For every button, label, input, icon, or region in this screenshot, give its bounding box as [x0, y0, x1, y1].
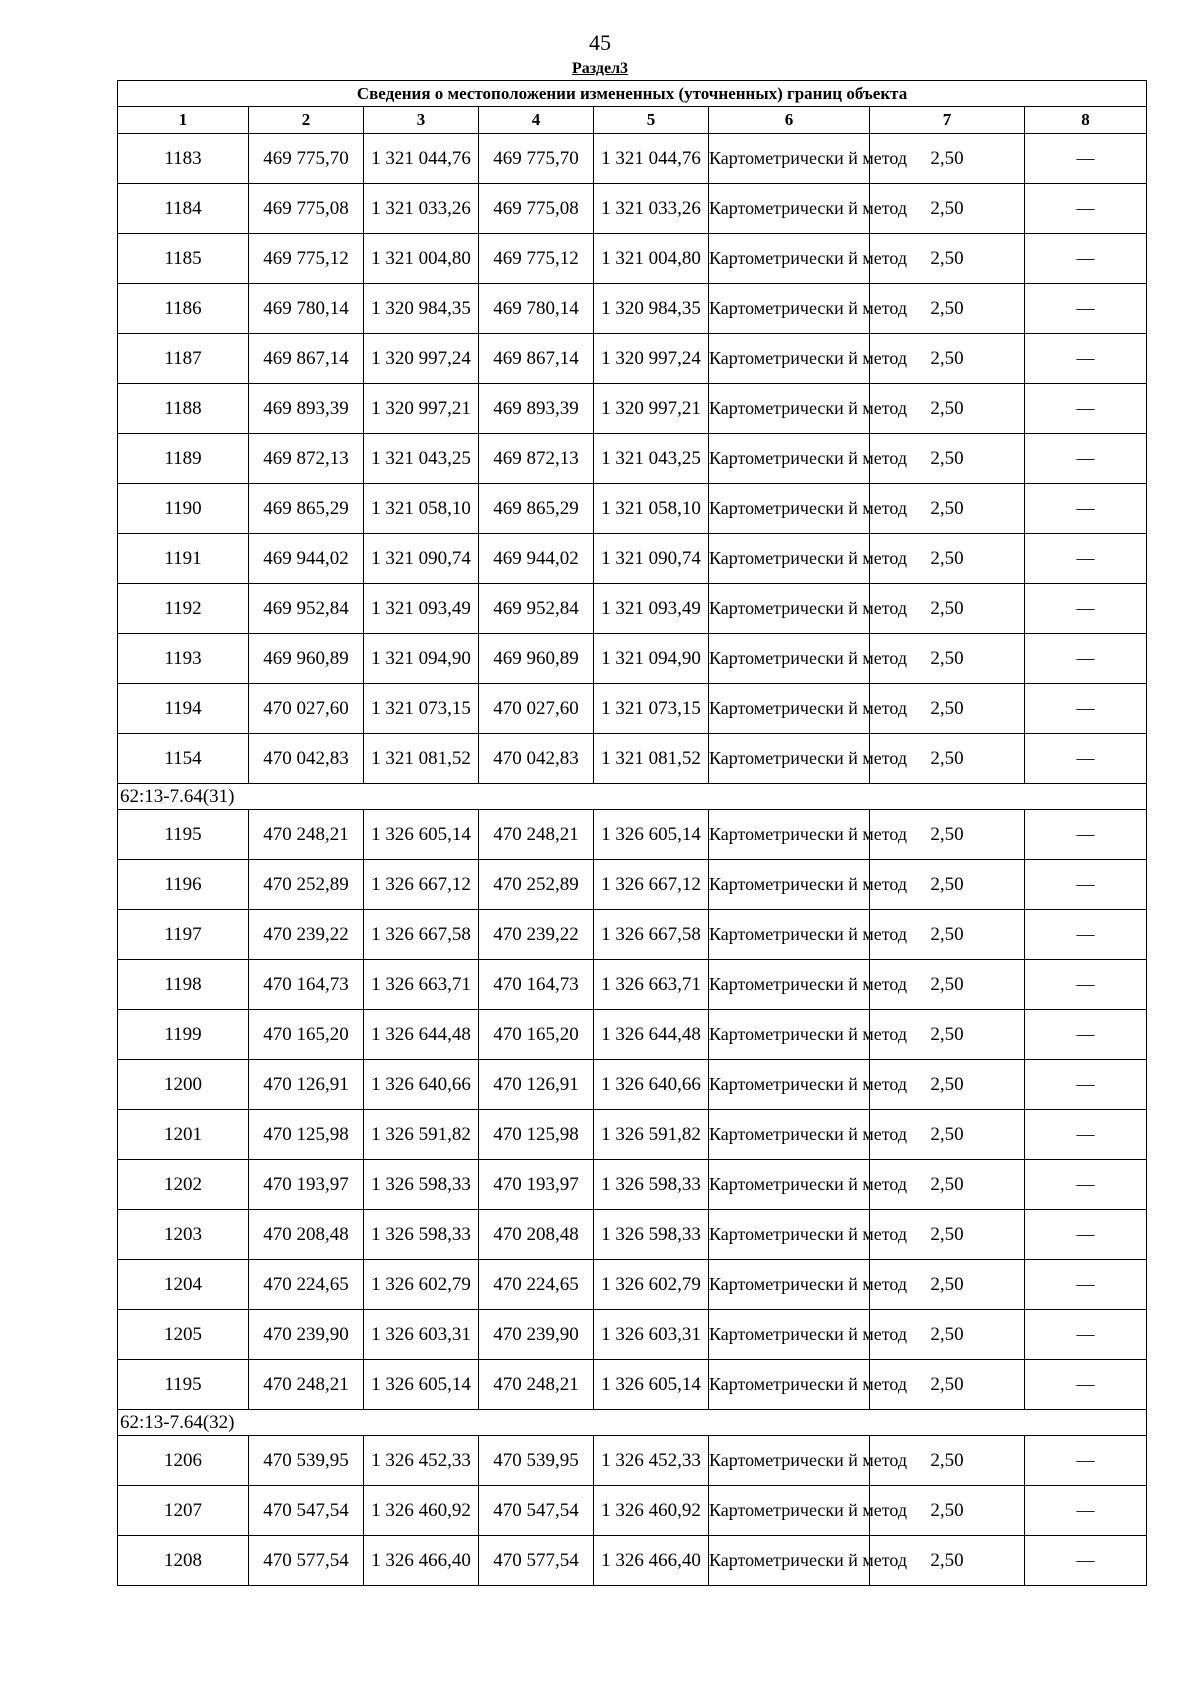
y-coordinate-cell: 1 326 640,66	[594, 1060, 709, 1110]
x-coordinate-cell: 470 164,73	[479, 960, 594, 1010]
point-number-cell: 1187	[118, 334, 249, 384]
accuracy-cell: 2,50	[870, 334, 1025, 384]
table-row	[118, 1060, 1147, 1110]
y-coordinate-cell: 1 321 093,49	[594, 584, 709, 634]
method-cell: Картометрически й метод	[709, 134, 870, 184]
method-cell: Картометрически й метод	[709, 234, 870, 284]
point-number-cell: 1197	[118, 910, 249, 960]
y-coordinate-cell: 1 321 043,25	[364, 434, 479, 484]
point-number-cell: 1193	[118, 634, 249, 684]
y-coordinate-cell: 1 326 452,33	[594, 1436, 709, 1486]
x-coordinate-cell: 469 944,02	[479, 534, 594, 584]
y-coordinate-cell: 1 326 667,58	[364, 910, 479, 960]
accuracy-cell: 2,50	[870, 810, 1025, 860]
x-coordinate-cell: 469 865,29	[249, 484, 364, 534]
dash-cell: —	[1025, 184, 1147, 234]
dash-cell: —	[1025, 434, 1147, 484]
column-header: 6	[709, 107, 870, 134]
accuracy-cell: 2,50	[870, 284, 1025, 334]
x-coordinate-cell: 469 960,89	[249, 634, 364, 684]
point-number-cell: 1207	[118, 1486, 249, 1536]
method-cell: Картометрически й метод	[709, 434, 870, 484]
accuracy-cell: 2,50	[870, 134, 1025, 184]
point-number-cell: 1202	[118, 1160, 249, 1210]
group-label: 62:13-7.64(31)	[118, 784, 1147, 810]
y-coordinate-cell: 1 326 598,33	[364, 1210, 479, 1260]
y-coordinate-cell: 1 321 073,15	[594, 684, 709, 734]
method-cell: Картометрически й метод	[709, 910, 870, 960]
accuracy-cell: 2,50	[870, 434, 1025, 484]
y-coordinate-cell: 1 321 058,10	[364, 484, 479, 534]
method-cell: Картометрически й метод	[709, 1160, 870, 1210]
point-number-cell: 1206	[118, 1436, 249, 1486]
y-coordinate-cell: 1 321 081,52	[364, 734, 479, 784]
x-coordinate-cell: 470 126,91	[249, 1060, 364, 1110]
dash-cell: —	[1025, 1360, 1147, 1410]
accuracy-cell: 2,50	[870, 1010, 1025, 1060]
table-caption: Сведения о местоположении измененных (уточненных) границ объекта	[118, 81, 1147, 107]
point-number-cell: 1192	[118, 584, 249, 634]
dash-cell: —	[1025, 1110, 1147, 1160]
accuracy-cell: 2,50	[870, 734, 1025, 784]
table-row	[118, 184, 1147, 234]
dash-cell: —	[1025, 284, 1147, 334]
y-coordinate-cell: 1 321 090,74	[364, 534, 479, 584]
point-number-cell: 1185	[118, 234, 249, 284]
column-header: 5	[594, 107, 709, 134]
y-coordinate-cell: 1 321 004,80	[364, 234, 479, 284]
point-number-cell: 1195	[118, 810, 249, 860]
point-number-cell: 1189	[118, 434, 249, 484]
table-row	[118, 1486, 1147, 1536]
y-coordinate-cell: 1 326 591,82	[594, 1110, 709, 1160]
table-row	[118, 1536, 1147, 1586]
table-body	[118, 134, 1147, 1586]
column-header-row	[118, 107, 1147, 134]
method-cell: Картометрически й метод	[709, 1536, 870, 1586]
method-cell: Картометрически й метод	[709, 534, 870, 584]
x-coordinate-cell: 470 239,22	[249, 910, 364, 960]
x-coordinate-cell: 469 775,12	[479, 234, 594, 284]
group-row	[118, 784, 1147, 810]
table-row	[118, 684, 1147, 734]
table-row	[118, 284, 1147, 334]
y-coordinate-cell: 1 326 663,71	[364, 960, 479, 1010]
y-coordinate-cell: 1 326 452,33	[364, 1436, 479, 1486]
x-coordinate-cell: 470 042,83	[479, 734, 594, 784]
x-coordinate-cell: 469 952,84	[479, 584, 594, 634]
method-cell: Картометрически й метод	[709, 184, 870, 234]
y-coordinate-cell: 1 321 044,76	[364, 134, 479, 184]
x-coordinate-cell: 470 252,89	[479, 860, 594, 910]
accuracy-cell: 2,50	[870, 384, 1025, 434]
x-coordinate-cell: 469 872,13	[479, 434, 594, 484]
x-coordinate-cell: 470 239,90	[249, 1310, 364, 1360]
y-coordinate-cell: 1 320 997,24	[364, 334, 479, 384]
method-cell: Картометрически й метод	[709, 810, 870, 860]
column-header: 7	[870, 107, 1025, 134]
dash-cell: —	[1025, 860, 1147, 910]
accuracy-cell: 2,50	[870, 960, 1025, 1010]
dash-cell: —	[1025, 634, 1147, 684]
point-number-cell: 1205	[118, 1310, 249, 1360]
x-coordinate-cell: 470 126,91	[479, 1060, 594, 1110]
y-coordinate-cell: 1 326 598,33	[594, 1210, 709, 1260]
x-coordinate-cell: 470 224,65	[249, 1260, 364, 1310]
point-number-cell: 1186	[118, 284, 249, 334]
dash-cell: —	[1025, 1436, 1147, 1486]
table-row	[118, 810, 1147, 860]
accuracy-cell: 2,50	[870, 1210, 1025, 1260]
x-coordinate-cell: 469 775,08	[249, 184, 364, 234]
accuracy-cell: 2,50	[870, 860, 1025, 910]
x-coordinate-cell: 470 248,21	[479, 1360, 594, 1410]
table-row	[118, 384, 1147, 434]
x-coordinate-cell: 469 780,14	[249, 284, 364, 334]
table-row	[118, 484, 1147, 534]
point-number-cell: 1190	[118, 484, 249, 534]
column-header: 2	[249, 107, 364, 134]
table-row	[118, 234, 1147, 284]
x-coordinate-cell: 470 208,48	[249, 1210, 364, 1260]
table-row	[118, 1360, 1147, 1410]
y-coordinate-cell: 1 326 466,40	[594, 1536, 709, 1586]
y-coordinate-cell: 1 321 033,26	[364, 184, 479, 234]
y-coordinate-cell: 1 321 094,90	[364, 634, 479, 684]
method-cell: Картометрически й метод	[709, 1060, 870, 1110]
x-coordinate-cell: 469 960,89	[479, 634, 594, 684]
table-row	[118, 1310, 1147, 1360]
method-cell: Картометрически й метод	[709, 484, 870, 534]
dash-cell: —	[1025, 134, 1147, 184]
method-cell: Картометрически й метод	[709, 384, 870, 434]
method-cell: Картометрически й метод	[709, 1010, 870, 1060]
method-cell: Картометрически й метод	[709, 860, 870, 910]
dash-cell: —	[1025, 1160, 1147, 1210]
table-row	[118, 910, 1147, 960]
y-coordinate-cell: 1 326 466,40	[364, 1536, 479, 1586]
method-cell: Картометрически й метод	[709, 960, 870, 1010]
method-cell: Картометрически й метод	[709, 1310, 870, 1360]
point-number-cell: 1154	[118, 734, 249, 784]
dash-cell: —	[1025, 584, 1147, 634]
y-coordinate-cell: 1 326 602,79	[594, 1260, 709, 1310]
accuracy-cell: 2,50	[870, 584, 1025, 634]
method-cell: Картометрически й метод	[709, 684, 870, 734]
y-coordinate-cell: 1 320 997,24	[594, 334, 709, 384]
dash-cell: —	[1025, 1060, 1147, 1110]
x-coordinate-cell: 470 165,20	[249, 1010, 364, 1060]
x-coordinate-cell: 469 872,13	[249, 434, 364, 484]
x-coordinate-cell: 470 125,98	[249, 1110, 364, 1160]
y-coordinate-cell: 1 326 605,14	[594, 810, 709, 860]
y-coordinate-cell: 1 326 602,79	[364, 1260, 479, 1310]
accuracy-cell: 2,50	[870, 1260, 1025, 1310]
x-coordinate-cell: 469 865,29	[479, 484, 594, 534]
y-coordinate-cell: 1 326 667,12	[364, 860, 479, 910]
dash-cell: —	[1025, 684, 1147, 734]
x-coordinate-cell: 469 775,70	[479, 134, 594, 184]
accuracy-cell: 2,50	[870, 1110, 1025, 1160]
accuracy-cell: 2,50	[870, 184, 1025, 234]
dash-cell: —	[1025, 1010, 1147, 1060]
accuracy-cell: 2,50	[870, 534, 1025, 584]
y-coordinate-cell: 1 326 605,14	[594, 1360, 709, 1410]
dash-cell: —	[1025, 910, 1147, 960]
x-coordinate-cell: 470 547,54	[249, 1486, 364, 1536]
table-row	[118, 1160, 1147, 1210]
point-number-cell: 1188	[118, 384, 249, 434]
x-coordinate-cell: 470 125,98	[479, 1110, 594, 1160]
y-coordinate-cell: 1 326 605,14	[364, 810, 479, 860]
dash-cell: —	[1025, 810, 1147, 860]
y-coordinate-cell: 1 321 073,15	[364, 684, 479, 734]
accuracy-cell: 2,50	[870, 1160, 1025, 1210]
method-cell: Картометрически й метод	[709, 284, 870, 334]
point-number-cell: 1196	[118, 860, 249, 910]
dash-cell: —	[1025, 960, 1147, 1010]
point-number-cell: 1184	[118, 184, 249, 234]
x-coordinate-cell: 470 539,95	[479, 1436, 594, 1486]
point-number-cell: 1198	[118, 960, 249, 1010]
y-coordinate-cell: 1 326 460,92	[594, 1486, 709, 1536]
point-number-cell: 1199	[118, 1010, 249, 1060]
x-coordinate-cell: 470 193,97	[479, 1160, 594, 1210]
table-row	[118, 860, 1147, 910]
dash-cell: —	[1025, 734, 1147, 784]
y-coordinate-cell: 1 326 603,31	[364, 1310, 479, 1360]
column-header: 3	[364, 107, 479, 134]
point-number-cell: 1201	[118, 1110, 249, 1160]
y-coordinate-cell: 1 326 640,66	[364, 1060, 479, 1110]
group-label: 62:13-7.64(32)	[118, 1410, 1147, 1436]
page-number: 45	[589, 30, 611, 55]
x-coordinate-cell: 470 239,22	[479, 910, 594, 960]
method-cell: Картометрически й метод	[709, 1260, 870, 1310]
y-coordinate-cell: 1 321 081,52	[594, 734, 709, 784]
method-cell: Картометрически й метод	[709, 634, 870, 684]
point-number-cell: 1194	[118, 684, 249, 734]
x-coordinate-cell: 470 577,54	[479, 1536, 594, 1586]
table-row	[118, 734, 1147, 784]
x-coordinate-cell: 470 027,60	[479, 684, 594, 734]
table-row	[118, 634, 1147, 684]
y-coordinate-cell: 1 321 044,76	[594, 134, 709, 184]
x-coordinate-cell: 470 248,21	[249, 1360, 364, 1410]
dash-cell: —	[1025, 1536, 1147, 1586]
y-coordinate-cell: 1 320 997,21	[594, 384, 709, 434]
table-row	[118, 534, 1147, 584]
y-coordinate-cell: 1 320 984,35	[594, 284, 709, 334]
dash-cell: —	[1025, 484, 1147, 534]
accuracy-cell: 2,50	[870, 634, 1025, 684]
table-row	[118, 1210, 1147, 1260]
y-coordinate-cell: 1 326 598,33	[594, 1160, 709, 1210]
accuracy-cell: 2,50	[870, 484, 1025, 534]
method-cell: Картометрически й метод	[709, 334, 870, 384]
point-number-cell: 1183	[118, 134, 249, 184]
x-coordinate-cell: 469 780,14	[479, 284, 594, 334]
y-coordinate-cell: 1 321 093,49	[364, 584, 479, 634]
y-coordinate-cell: 1 321 090,74	[594, 534, 709, 584]
x-coordinate-cell: 469 775,12	[249, 234, 364, 284]
y-coordinate-cell: 1 320 997,21	[364, 384, 479, 434]
y-coordinate-cell: 1 321 043,25	[594, 434, 709, 484]
x-coordinate-cell: 470 165,20	[479, 1010, 594, 1060]
y-coordinate-cell: 1 326 591,82	[364, 1110, 479, 1160]
y-coordinate-cell: 1 326 644,48	[594, 1010, 709, 1060]
table-row	[118, 960, 1147, 1010]
x-coordinate-cell: 470 239,90	[479, 1310, 594, 1360]
method-cell: Картометрически й метод	[709, 1210, 870, 1260]
x-coordinate-cell: 470 224,65	[479, 1260, 594, 1310]
y-coordinate-cell: 1 326 460,92	[364, 1486, 479, 1536]
y-coordinate-cell: 1 326 603,31	[594, 1310, 709, 1360]
method-cell: Картометрически й метод	[709, 584, 870, 634]
accuracy-cell: 2,50	[870, 684, 1025, 734]
table-row	[118, 134, 1147, 184]
x-coordinate-cell: 470 547,54	[479, 1486, 594, 1536]
method-cell: Картометрически й метод	[709, 1110, 870, 1160]
y-coordinate-cell: 1 321 058,10	[594, 484, 709, 534]
point-number-cell: 1200	[118, 1060, 249, 1110]
section-title: Раздел3	[571, 60, 629, 77]
accuracy-cell: 2,50	[870, 1310, 1025, 1360]
x-coordinate-cell: 470 539,95	[249, 1436, 364, 1486]
x-coordinate-cell: 469 893,39	[479, 384, 594, 434]
point-number-cell: 1203	[118, 1210, 249, 1260]
x-coordinate-cell: 469 775,70	[249, 134, 364, 184]
table-row	[118, 1436, 1147, 1486]
table-row	[118, 434, 1147, 484]
table-row	[118, 334, 1147, 384]
table-row	[118, 1010, 1147, 1060]
column-header: 1	[118, 107, 249, 134]
point-number-cell: 1208	[118, 1536, 249, 1586]
table-row	[118, 1110, 1147, 1160]
x-coordinate-cell: 470 248,21	[249, 810, 364, 860]
y-coordinate-cell: 1 321 094,90	[594, 634, 709, 684]
x-coordinate-cell: 470 248,21	[479, 810, 594, 860]
y-coordinate-cell: 1 321 033,26	[594, 184, 709, 234]
x-coordinate-cell: 469 944,02	[249, 534, 364, 584]
x-coordinate-cell: 470 164,73	[249, 960, 364, 1010]
point-number-cell: 1191	[118, 534, 249, 584]
dash-cell: —	[1025, 1210, 1147, 1260]
method-cell: Картометрически й метод	[709, 1360, 870, 1410]
accuracy-cell: 2,50	[870, 1536, 1025, 1586]
x-coordinate-cell: 470 027,60	[249, 684, 364, 734]
x-coordinate-cell: 470 208,48	[479, 1210, 594, 1260]
dash-cell: —	[1025, 1260, 1147, 1310]
table-caption-row	[118, 81, 1147, 107]
accuracy-cell: 2,50	[870, 910, 1025, 960]
table-row	[118, 1260, 1147, 1310]
y-coordinate-cell: 1 326 598,33	[364, 1160, 479, 1210]
y-coordinate-cell: 1 320 984,35	[364, 284, 479, 334]
method-cell: Картометрически й метод	[709, 1436, 870, 1486]
method-cell: Картометрически й метод	[709, 734, 870, 784]
y-coordinate-cell: 1 326 644,48	[364, 1010, 479, 1060]
x-coordinate-cell: 469 893,39	[249, 384, 364, 434]
dash-cell: —	[1025, 384, 1147, 434]
point-number-cell: 1195	[118, 1360, 249, 1410]
x-coordinate-cell: 470 042,83	[249, 734, 364, 784]
dash-cell: —	[1025, 534, 1147, 584]
x-coordinate-cell: 469 952,84	[249, 584, 364, 634]
y-coordinate-cell: 1 326 667,12	[594, 860, 709, 910]
y-coordinate-cell: 1 321 004,80	[594, 234, 709, 284]
y-coordinate-cell: 1 326 605,14	[364, 1360, 479, 1410]
table-row	[118, 584, 1147, 634]
method-cell: Картометрически й метод	[709, 1486, 870, 1536]
accuracy-cell: 2,50	[870, 234, 1025, 284]
accuracy-cell: 2,50	[870, 1486, 1025, 1536]
x-coordinate-cell: 469 867,14	[249, 334, 364, 384]
column-header: 4	[479, 107, 594, 134]
coordinates-table	[117, 80, 1147, 1586]
group-row	[118, 1410, 1147, 1436]
x-coordinate-cell: 470 252,89	[249, 860, 364, 910]
x-coordinate-cell: 470 577,54	[249, 1536, 364, 1586]
dash-cell: —	[1025, 1310, 1147, 1360]
x-coordinate-cell: 469 775,08	[479, 184, 594, 234]
column-header: 8	[1025, 107, 1147, 134]
accuracy-cell: 2,50	[870, 1060, 1025, 1110]
point-number-cell: 1204	[118, 1260, 249, 1310]
y-coordinate-cell: 1 326 663,71	[594, 960, 709, 1010]
accuracy-cell: 2,50	[870, 1360, 1025, 1410]
dash-cell: —	[1025, 234, 1147, 284]
dash-cell: —	[1025, 334, 1147, 384]
accuracy-cell: 2,50	[870, 1436, 1025, 1486]
dash-cell: —	[1025, 1486, 1147, 1536]
x-coordinate-cell: 469 867,14	[479, 334, 594, 384]
y-coordinate-cell: 1 326 667,58	[594, 910, 709, 960]
x-coordinate-cell: 470 193,97	[249, 1160, 364, 1210]
